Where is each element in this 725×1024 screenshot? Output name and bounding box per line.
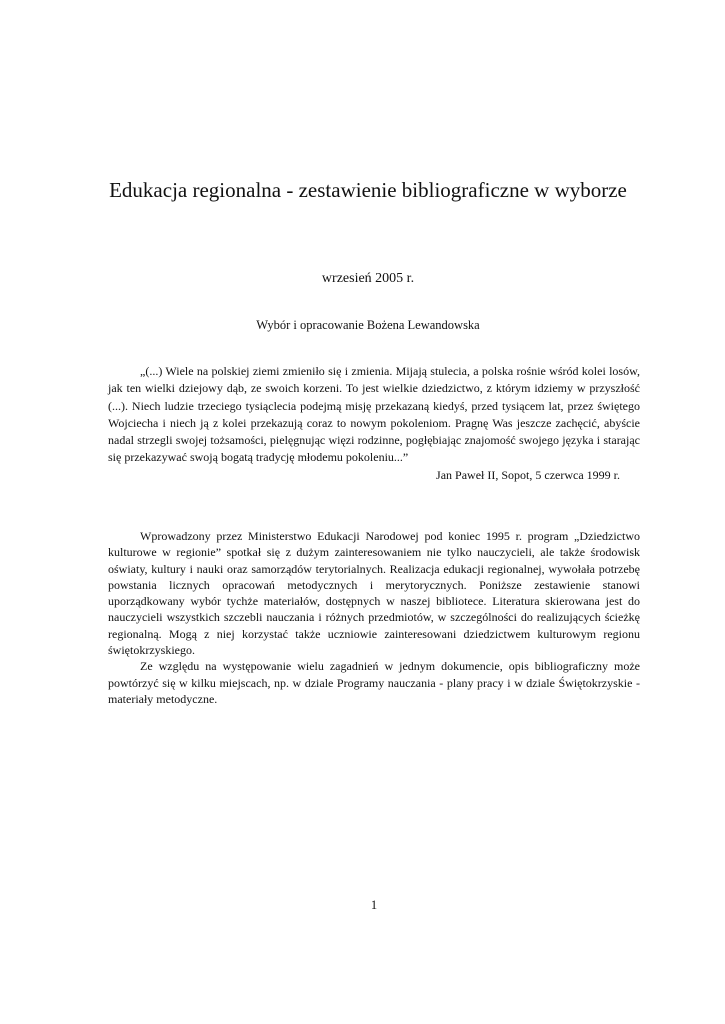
quote-source: Jan Paweł II, Sopot, 5 czerwca 1999 r. [436,468,620,482]
document-author: Wybór i opracowanie Bożena Lewandowska [256,318,480,332]
document-body [108,528,640,707]
page-number: 1 [370,898,378,912]
body-paragraph: Wprowadzony przez Ministerstwo Edukacji Narodowej pod koniec 1995 r. program „Dziedzictwo kulturowe w regionie” spotkał się z dużym zainteresowaniem nie tylko nauczycieli, ale także środowisk oświaty, kultury i nauki oraz samorządów terytorialnych. Realizacja edukacji regionalnej, wywołała potrzebę powstania licznych opracowań metodycznych i merytorycznych. Poniższe zestawienie stanowi uporządkowany wybór tychże materiałów, dostępnych w naszej bibliotece. Literatura skierowana jest do nauczycieli wszystkich szczebli nauczania i różnych przedmiotów, w szczególności do realizujących ścieżkę regionalną. Mogą z niej korzystać także uczniowie zainteresowani dziedzictwem kulturowym regionu świętokrzyskiego. [108,529,640,658]
epigraph-quote: „(...) Wiele na polskiej ziemi zmieniło się i zmienia. Mijają stulecia, a polska rośnie wśród kolei losów, jak ten wielki dziejowy dąb, ze swoich korzeni. To jest wielkie dziedzictwo, z którym idziemy w przyszłość (...). Niech ludzie trzeciego tysiąclecia podejmą misję przekazaną kiedyś, przed tysiącem lat, przez świętego Wojciecha i niech ją z kolei przekazują coraz to nowym pokoleniom. Pragnę Was jeszcze zachęcić, abyście nadal strzegli swojej tożsamości, pielęgnując więzi rodzinne, pogłębiając znajomość swojego języka i starając się przekazywać swoją bogatą tradycję młodemu pokoleniu...” [108,364,640,465]
document-title: Edukacja regionalna - zestawienie bibliograficzne w wyborze [109,178,627,202]
body-paragraph: Ze względu na występowanie wielu zagadnień w jednym dokumencie, opis bibliograficzny może powtórzyć się w kilku miejscach, np. w dziale Programy nauczania - plany pracy i w dziale Świętokrzyskie - materiały metodyczne. [108,659,640,706]
document-date: wrzesień 2005 r. [321,271,415,286]
